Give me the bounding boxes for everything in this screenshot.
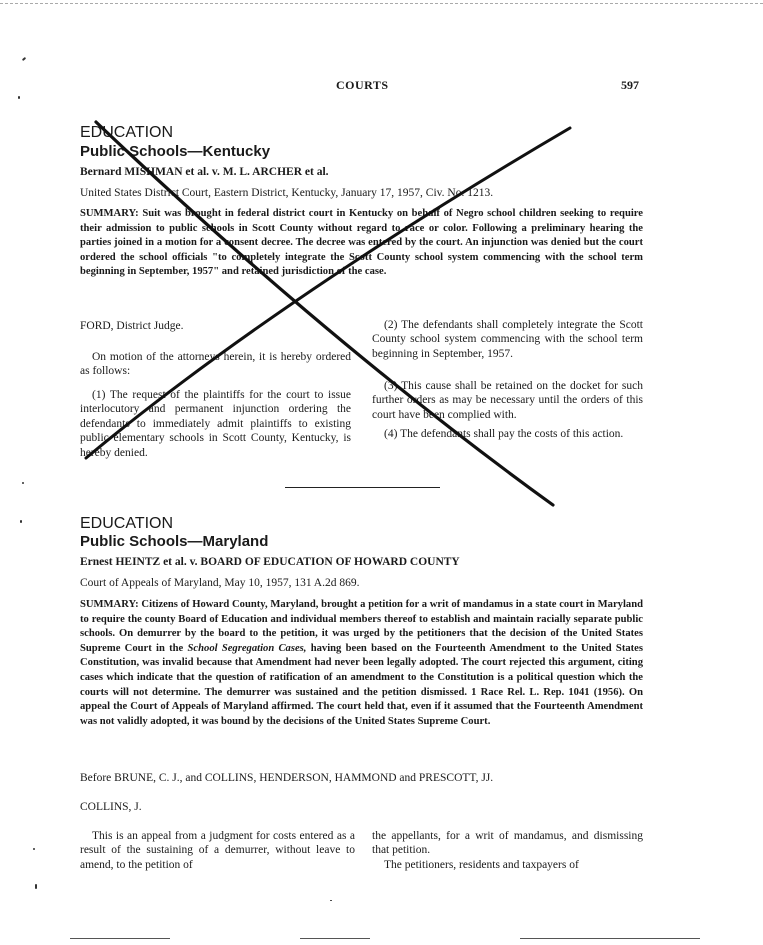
case2-court-line: Court of Appeals of Maryland, May 10, 1957, 131 A.2d 869. xyxy=(80,577,360,589)
case1-para4: (3) This cause shall be retained on the docket for such further orders as may be necessary until the orders of this court have been complied with. xyxy=(372,380,643,421)
case1-court-line: United States District Court, Eastern District, Kentucky, January 17, 1957, Civ. No. 1213. xyxy=(80,187,494,199)
scan-speck xyxy=(22,57,26,61)
case1-summary: SUMMARY: Suit was brought in federal district court in Kentucky on behalf of Negro school children seeking to require their admission to public schools in Scott County without regard to race or color. Following a preliminary hearing the parties joined in a motion for a consent decree. The decree was entered by the court. An injunction was denied but the court ordered the school officials "to completely integrate the Scott County school system commencing with the school term beginning in September, 1957" and retained jurisdiction of the case. xyxy=(80,208,643,278)
scan-speck xyxy=(18,96,20,99)
case2-case-name: Ernest HEINTZ et al. v. BOARD OF EDUCATION OF HOWARD COUNTY xyxy=(80,556,460,568)
scan-speck xyxy=(20,520,22,523)
bottom-scan-edge xyxy=(300,938,370,939)
case1-para3: (2) The defendants shall completely integrate the Scott County school system commencing with the school term beginning in September, 1957. xyxy=(372,319,643,360)
case2-judge: COLLINS, J. xyxy=(80,801,142,813)
case2-subsection-title: Public Schools—Maryland xyxy=(80,533,269,550)
case2-summary xyxy=(80,598,643,729)
case1-para5: (4) The defendants shall pay the costs of this action. xyxy=(384,428,624,440)
scan-speck xyxy=(33,848,35,850)
case2-summary-italic: School Segregation Cases, xyxy=(187,642,307,654)
running-head: COURTS xyxy=(336,78,389,92)
case1-para2: (1) The request of the plaintiffs for the court to issue interlocutory and permanent injunction ordering the defendants to immediately admit plaintiffs to existing public elementary schools in Scott County, Kentucky, is hereby denied. xyxy=(80,389,351,459)
case2-body-right-1: the appellants, for a writ of mandamus, and dismissing that petition. xyxy=(372,830,643,857)
scan-speck xyxy=(22,482,24,484)
case1-judge: FORD, District Judge. xyxy=(80,320,184,332)
case1-section-title: EDUCATION xyxy=(80,124,174,141)
top-scan-edge xyxy=(0,3,763,4)
scan-speck xyxy=(330,900,332,901)
bottom-scan-edge xyxy=(70,938,170,939)
case1-case-name: Bernard MISHMAN et al. v. M. L. ARCHER et al. xyxy=(80,166,329,178)
case1-para1: On motion of the attorneys herein, it is hereby ordered as follows: xyxy=(80,351,351,378)
scan-speck xyxy=(35,884,37,889)
case1-subsection-title: Public Schools—Kentucky xyxy=(80,143,271,160)
case2-summary-part2: having been based on the Fourteenth Amendment to the United States Constitution, was invalid because that Amendment had never been legally adopted. The court rejected this argument, citing cases which indicate that the question of ratification of an amendment to the Constitution is a political question which the courts will not determine. The demurrer was sustained and the petition dismissed. 1 Race Rel. L. Rep. 1041 (1956). On appeal the Court of Appeals of Maryland affirmed. The court held that, even if it assumed that the Fourteenth Amendment was not validly adopted, it was bound by the decisions of the United States Supreme Court. xyxy=(80,642,643,727)
case2-before-line: Before BRUNE, C. J., and COLLINS, HENDERSON, HAMMOND and PRESCOTT, JJ. xyxy=(80,772,494,784)
case2-section-title: EDUCATION xyxy=(80,515,174,532)
case2-body-left: This is an appeal from a judgment for costs entered as a result of the sustaining of a demurrer, without leave to amend, to the petition of xyxy=(80,830,355,871)
case2-summary-part1: SUMMARY: Citizens of Howard County, Maryland, brought a petition for a writ of mandamus in a state court in Maryland to require the county Board of Education and individual members thereof to establish and maintain racially separate public schools. On demurrer by the board to the petition, it was urged by the petitioners that the decision of the United States Supreme Court in the xyxy=(80,599,643,654)
case2-body-right-2: The petitioners, residents and taxpayers of xyxy=(384,859,579,871)
bottom-scan-edge xyxy=(520,938,700,939)
section-divider xyxy=(285,487,440,488)
page-number: 597 xyxy=(621,78,639,92)
